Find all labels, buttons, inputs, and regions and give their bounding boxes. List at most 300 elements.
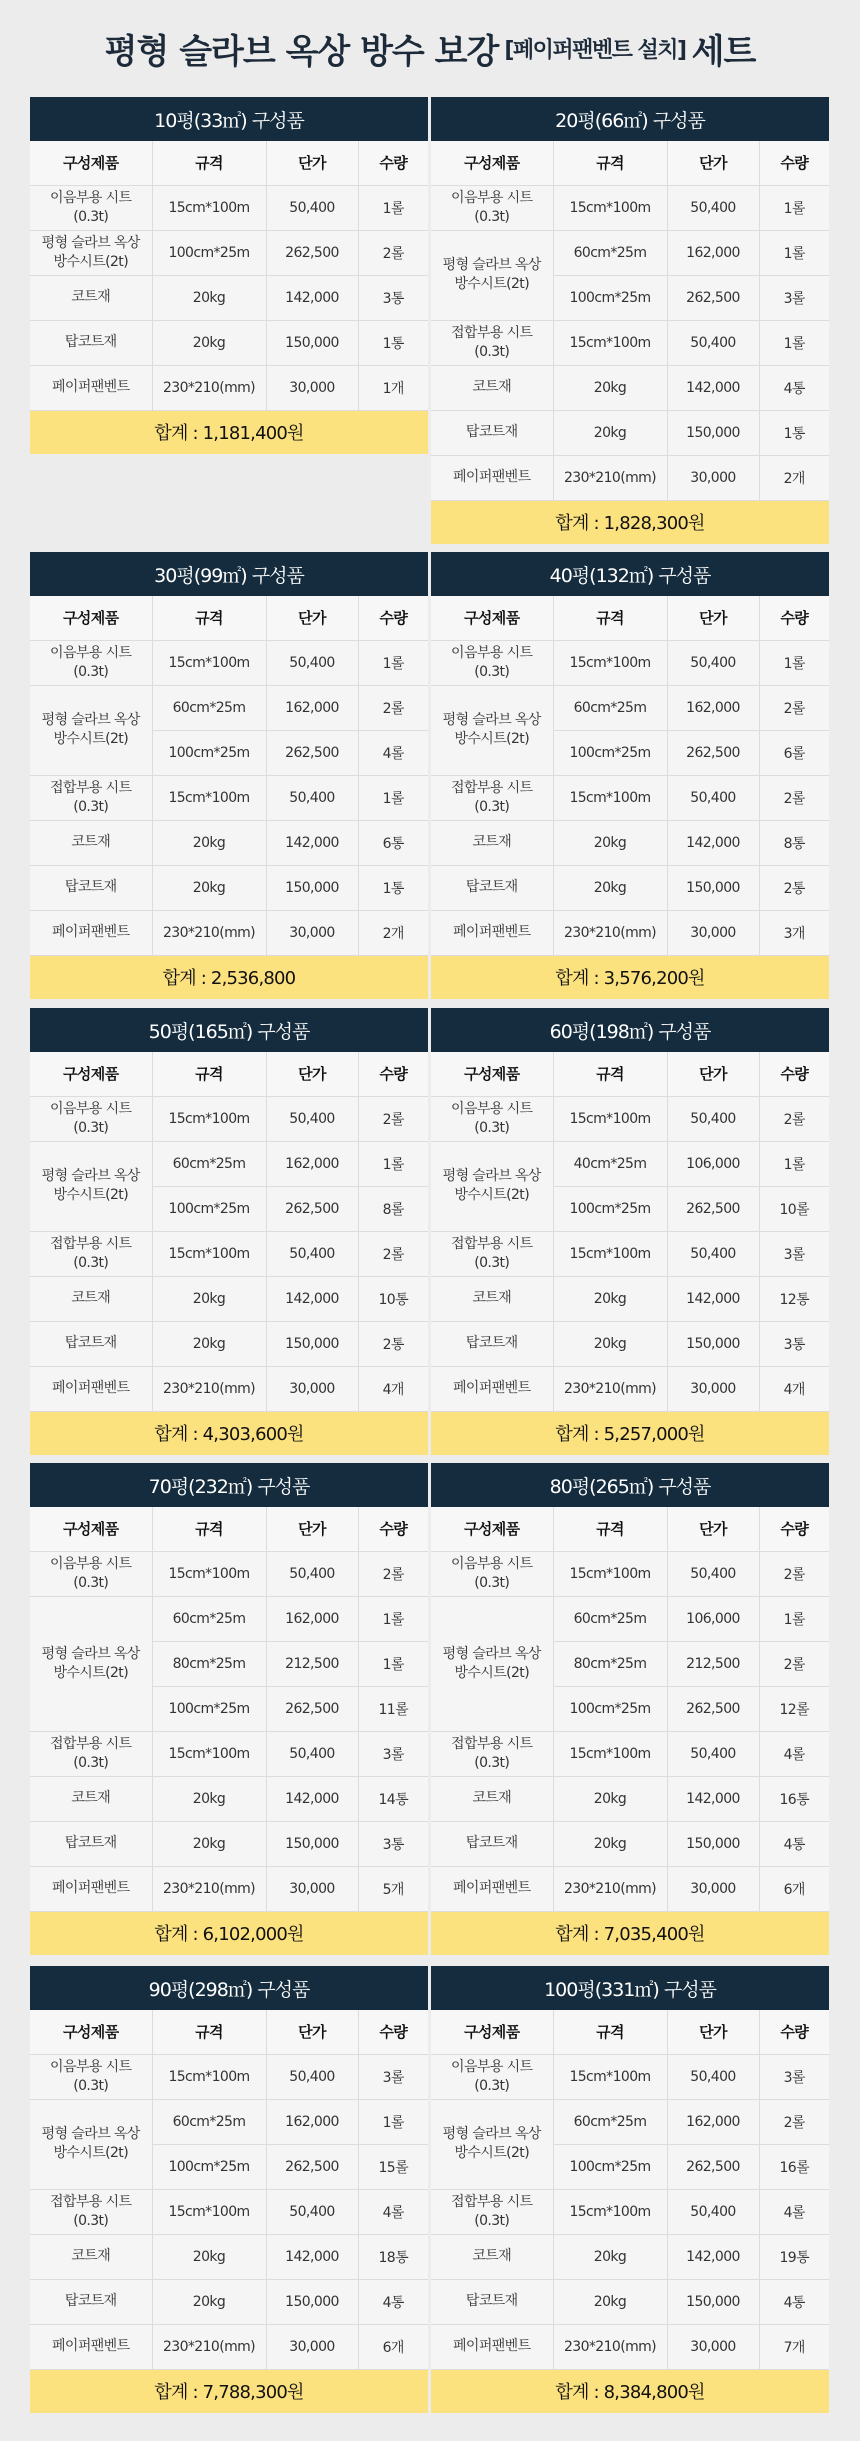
title-end: 세트	[691, 31, 756, 72]
price-cell: 50,400	[266, 1551, 358, 1596]
spec-cell: 20kg	[152, 1321, 266, 1366]
table-row	[431, 1731, 829, 1776]
column-header: 수량	[358, 1052, 428, 1096]
spec-cell: 100cm*25m	[152, 1186, 266, 1231]
qty-cell: 3롤	[358, 2054, 428, 2099]
column-header: 구성제품	[431, 1052, 553, 1096]
spec-cell: 100cm*25m	[152, 730, 266, 775]
qty-cell: 1롤	[358, 2099, 428, 2144]
price-cell: 50,400	[266, 1096, 358, 1141]
price-cell: 150,000	[667, 2279, 759, 2324]
product-name-cell: 이음부용 시트(0.3t)	[431, 1096, 553, 1141]
spec-cell: 20kg	[152, 1821, 266, 1866]
qty-cell: 4통	[759, 1821, 829, 1866]
table-row	[30, 1551, 428, 1596]
qty-cell: 16통	[759, 1776, 829, 1821]
qty-cell: 3통	[358, 1821, 428, 1866]
qty-cell: 2롤	[358, 1551, 428, 1596]
table-row	[30, 1731, 428, 1776]
spec-cell: 15cm*100m	[152, 2054, 266, 2099]
product-name-cell: 평형 슬라브 옥상 방수시트(2t)	[30, 685, 152, 775]
spec-cell: 230*210(mm)	[152, 910, 266, 955]
qty-cell: 10통	[358, 1276, 428, 1321]
product-name-cell: 평형 슬라브 옥상 방수시트(2t)	[431, 230, 553, 320]
qty-cell: 19통	[759, 2234, 829, 2279]
product-name-cell: 평형 슬라브 옥상 방수시트(2t)	[431, 685, 553, 775]
column-header: 규격	[553, 1052, 667, 1096]
table-row	[30, 2279, 428, 2324]
price-cell: 50,400	[667, 1231, 759, 1276]
qty-cell: 5개	[358, 1866, 428, 1911]
total-bar: 합계 : 7,788,300원	[30, 2370, 428, 2413]
product-name-cell: 탑코트재	[30, 1821, 152, 1866]
table-row	[30, 1596, 428, 1641]
qty-cell: 1롤	[759, 640, 829, 685]
qty-cell: 2롤	[759, 1641, 829, 1686]
product-name-cell: 평형 슬라브 옥상 방수시트(2t)	[30, 1596, 152, 1731]
column-header: 구성제품	[431, 141, 553, 185]
total-bar: 합계 : 5,257,000원	[431, 1412, 829, 1455]
product-name-cell: 평형 슬라브 옥상 방수시트(2t)	[431, 1596, 553, 1731]
product-name-cell: 접합부용 시트(0.3t)	[30, 2189, 152, 2234]
price-cell: 262,500	[667, 2144, 759, 2189]
qty-cell: 2롤	[759, 1096, 829, 1141]
column-header: 수량	[358, 2010, 428, 2054]
product-name-cell: 페이퍼팬벤트	[431, 455, 553, 500]
qty-cell: 1롤	[759, 1141, 829, 1186]
qty-cell: 1롤	[358, 185, 428, 230]
table-row	[431, 2234, 829, 2279]
price-cell: 150,000	[266, 865, 358, 910]
qty-cell: 6개	[759, 1866, 829, 1911]
product-name-cell: 코트재	[431, 365, 553, 410]
spec-cell: 15cm*100m	[152, 1096, 266, 1141]
qty-cell: 1롤	[759, 320, 829, 365]
product-name-cell: 이음부용 시트(0.3t)	[30, 1551, 152, 1596]
table-row	[431, 1276, 829, 1321]
spec-cell: 100cm*25m	[553, 275, 667, 320]
qty-cell: 2롤	[358, 1231, 428, 1276]
spec-cell: 15cm*100m	[553, 1096, 667, 1141]
table-row	[431, 410, 829, 455]
price-cell: 50,400	[266, 2054, 358, 2099]
price-cell: 150,000	[266, 1321, 358, 1366]
price-cell: 50,400	[667, 1096, 759, 1141]
product-name-cell: 평형 슬라브 옥상 방수시트(2t)	[431, 1141, 553, 1231]
table-row	[431, 2324, 829, 2369]
qty-cell: 2개	[358, 910, 428, 955]
spec-cell: 15cm*100m	[553, 185, 667, 230]
price-cell: 30,000	[266, 1366, 358, 1411]
price-cell: 162,000	[667, 230, 759, 275]
column-header: 수량	[759, 596, 829, 640]
table-row	[30, 1096, 428, 1141]
price-cell: 262,500	[667, 730, 759, 775]
qty-cell: 8롤	[358, 1186, 428, 1231]
product-name-cell: 페이퍼팬벤트	[431, 1366, 553, 1411]
table-header-row	[30, 141, 428, 185]
spec-cell: 15cm*100m	[553, 1731, 667, 1776]
table-row	[30, 1321, 428, 1366]
total-bar: 합계 : 6,102,000원	[30, 1912, 428, 1955]
qty-cell: 1롤	[358, 640, 428, 685]
qty-cell: 6개	[358, 2324, 428, 2369]
table-row	[431, 1776, 829, 1821]
table-row	[30, 865, 428, 910]
total-bar: 합계 : 7,035,400원	[431, 1912, 829, 1955]
product-name-cell: 탑코트재	[431, 865, 553, 910]
qty-cell: 6통	[358, 820, 428, 865]
total-bar: 합계 : 1,181,400원	[30, 411, 428, 454]
table-header-row	[431, 2010, 829, 2054]
price-cell: 142,000	[266, 820, 358, 865]
components-table	[30, 141, 428, 411]
title-main: 평형 슬라브 옥상 방수 보강	[104, 31, 499, 72]
column-header: 규격	[152, 1052, 266, 1096]
spec-cell: 100cm*25m	[152, 2144, 266, 2189]
spec-cell: 20kg	[152, 2234, 266, 2279]
qty-cell: 1롤	[358, 1141, 428, 1186]
column-header: 단가	[667, 596, 759, 640]
set-card	[431, 1008, 829, 1455]
product-name-cell: 페이퍼팬벤트	[431, 910, 553, 955]
price-cell: 142,000	[667, 820, 759, 865]
spec-cell: 15cm*100m	[152, 640, 266, 685]
product-name-cell: 코트재	[30, 1276, 152, 1321]
table-row	[30, 185, 428, 230]
spec-cell: 20kg	[553, 1776, 667, 1821]
spec-cell: 20kg	[553, 1821, 667, 1866]
column-header: 규격	[553, 1507, 667, 1551]
column-header: 규격	[152, 1507, 266, 1551]
price-cell: 262,500	[667, 275, 759, 320]
column-header: 규격	[553, 596, 667, 640]
qty-cell: 1통	[759, 410, 829, 455]
table-row	[30, 365, 428, 410]
price-cell: 142,000	[667, 2234, 759, 2279]
qty-cell: 3롤	[759, 275, 829, 320]
price-cell: 50,400	[266, 2189, 358, 2234]
table-row	[30, 230, 428, 275]
spec-cell: 40cm*25m	[553, 1141, 667, 1186]
qty-cell: 1통	[358, 865, 428, 910]
page-title	[0, 0, 860, 96]
table-row	[431, 230, 829, 275]
spec-cell: 20kg	[152, 820, 266, 865]
price-cell: 30,000	[667, 1366, 759, 1411]
spec-cell: 20kg	[553, 365, 667, 410]
components-table	[431, 1507, 829, 1912]
qty-cell: 1롤	[759, 185, 829, 230]
product-name-cell: 코트재	[30, 820, 152, 865]
qty-cell: 16롤	[759, 2144, 829, 2189]
spec-cell: 20kg	[553, 410, 667, 455]
product-name-cell: 접합부용 시트(0.3t)	[30, 775, 152, 820]
column-header: 구성제품	[30, 141, 152, 185]
spec-cell: 20kg	[553, 865, 667, 910]
table-row	[30, 2054, 428, 2099]
spec-cell: 100cm*25m	[553, 730, 667, 775]
price-cell: 30,000	[667, 910, 759, 955]
price-cell: 50,400	[266, 1731, 358, 1776]
qty-cell: 4통	[358, 2279, 428, 2324]
product-name-cell: 코트재	[431, 820, 553, 865]
table-header-row	[431, 1507, 829, 1551]
table-row	[30, 1776, 428, 1821]
product-name-cell: 접합부용 시트(0.3t)	[30, 1731, 152, 1776]
price-cell: 50,400	[667, 640, 759, 685]
product-name-cell: 페이퍼팬벤트	[431, 1866, 553, 1911]
price-cell: 142,000	[667, 1776, 759, 1821]
table-row	[30, 1366, 428, 1411]
table-header-row	[431, 141, 829, 185]
set-header: 90평(298㎡) 구성품	[30, 1966, 428, 2010]
qty-cell: 3개	[759, 910, 829, 955]
product-name-cell: 페이퍼팬벤트	[30, 1366, 152, 1411]
price-cell: 50,400	[667, 320, 759, 365]
price-cell: 50,400	[266, 185, 358, 230]
price-cell: 30,000	[667, 2324, 759, 2369]
column-header: 단가	[266, 2010, 358, 2054]
column-header: 수량	[759, 141, 829, 185]
product-name-cell: 이음부용 시트(0.3t)	[431, 640, 553, 685]
column-header: 구성제품	[30, 1507, 152, 1551]
price-cell: 162,000	[266, 1596, 358, 1641]
qty-cell: 14통	[358, 1776, 428, 1821]
table-row	[431, 820, 829, 865]
table-row	[431, 1321, 829, 1366]
product-name-cell: 코트재	[431, 2234, 553, 2279]
table-row	[30, 2189, 428, 2234]
spec-cell: 15cm*100m	[152, 1731, 266, 1776]
qty-cell: 4통	[759, 365, 829, 410]
column-header: 단가	[667, 1052, 759, 1096]
price-cell: 262,500	[266, 2144, 358, 2189]
spec-cell: 60cm*25m	[553, 1596, 667, 1641]
price-cell: 162,000	[266, 1141, 358, 1186]
table-row	[431, 640, 829, 685]
spec-cell: 15cm*100m	[152, 1231, 266, 1276]
qty-cell: 2통	[358, 1321, 428, 1366]
spec-cell: 15cm*100m	[553, 2189, 667, 2234]
components-table	[30, 1052, 428, 1412]
product-name-cell: 접합부용 시트(0.3t)	[431, 320, 553, 365]
product-name-cell: 탑코트재	[30, 1321, 152, 1366]
spec-cell: 20kg	[152, 2279, 266, 2324]
set-card	[431, 97, 829, 544]
column-header: 규격	[553, 141, 667, 185]
product-name-cell: 접합부용 시트(0.3t)	[431, 2189, 553, 2234]
product-name-cell: 평형 슬라브 옥상 방수시트(2t)	[30, 1141, 152, 1231]
qty-cell: 1개	[358, 365, 428, 410]
table-row	[431, 1231, 829, 1276]
spec-cell: 20kg	[152, 1276, 266, 1321]
spec-cell: 20kg	[553, 1321, 667, 1366]
table-row	[30, 1866, 428, 1911]
spec-cell: 80cm*25m	[553, 1641, 667, 1686]
qty-cell: 4개	[759, 1366, 829, 1411]
price-cell: 150,000	[266, 320, 358, 365]
table-row	[30, 2324, 428, 2369]
product-name-cell: 코트재	[431, 1276, 553, 1321]
price-cell: 162,000	[266, 685, 358, 730]
spec-cell: 15cm*100m	[553, 1551, 667, 1596]
table-row	[431, 2099, 829, 2144]
spec-cell: 20kg	[553, 1276, 667, 1321]
product-name-cell: 탑코트재	[30, 320, 152, 365]
product-name-cell: 페이퍼팬벤트	[30, 1866, 152, 1911]
price-cell: 30,000	[266, 1866, 358, 1911]
spec-cell: 230*210(mm)	[553, 910, 667, 955]
set-header: 50평(165㎡) 구성품	[30, 1008, 428, 1052]
set-header: 30평(99㎡) 구성품	[30, 552, 428, 596]
set-header: 100평(331㎡) 구성품	[431, 1966, 829, 2010]
price-cell: 30,000	[667, 1866, 759, 1911]
qty-cell: 4통	[759, 2279, 829, 2324]
price-cell: 162,000	[266, 2099, 358, 2144]
product-name-cell: 코트재	[30, 1776, 152, 1821]
qty-cell: 3통	[759, 1321, 829, 1366]
qty-cell: 1롤	[358, 775, 428, 820]
table-row	[431, 775, 829, 820]
set-card	[30, 1966, 428, 2413]
qty-cell: 1롤	[358, 1641, 428, 1686]
qty-cell: 11롤	[358, 1686, 428, 1731]
table-row	[431, 910, 829, 955]
qty-cell: 4롤	[358, 730, 428, 775]
price-cell: 50,400	[266, 640, 358, 685]
table-header-row	[30, 1507, 428, 1551]
set-header: 40평(132㎡) 구성품	[431, 552, 829, 596]
qty-cell: 15롤	[358, 2144, 428, 2189]
price-cell: 262,500	[667, 1686, 759, 1731]
table-row	[431, 365, 829, 410]
price-cell: 50,400	[667, 2054, 759, 2099]
spec-cell: 15cm*100m	[152, 775, 266, 820]
table-header-row	[30, 596, 428, 640]
column-header: 수량	[358, 141, 428, 185]
column-header: 단가	[266, 141, 358, 185]
table-row	[431, 320, 829, 365]
set-card	[30, 1008, 428, 1455]
table-header-row	[30, 2010, 428, 2054]
spec-cell: 20kg	[152, 320, 266, 365]
column-header: 규격	[152, 596, 266, 640]
qty-cell: 3롤	[759, 1231, 829, 1276]
column-header: 구성제품	[431, 2010, 553, 2054]
price-cell: 212,500	[266, 1641, 358, 1686]
price-cell: 262,500	[266, 730, 358, 775]
table-header-row	[431, 1052, 829, 1096]
spec-cell: 15cm*100m	[553, 1231, 667, 1276]
total-bar: 합계 : 1,828,300원	[431, 501, 829, 544]
price-cell: 150,000	[667, 1821, 759, 1866]
column-header: 구성제품	[30, 1052, 152, 1096]
table-row	[30, 275, 428, 320]
product-name-cell: 탑코트재	[431, 410, 553, 455]
price-cell: 30,000	[667, 455, 759, 500]
product-name-cell: 페이퍼팬벤트	[30, 910, 152, 955]
components-table	[30, 1507, 428, 1912]
spec-cell: 15cm*100m	[553, 775, 667, 820]
qty-cell: 2롤	[358, 230, 428, 275]
spec-cell: 100cm*25m	[152, 230, 266, 275]
qty-cell: 1롤	[759, 230, 829, 275]
qty-cell: 2롤	[759, 775, 829, 820]
price-cell: 262,500	[667, 1186, 759, 1231]
qty-cell: 6롤	[759, 730, 829, 775]
qty-cell: 3통	[358, 275, 428, 320]
components-table	[431, 2010, 829, 2370]
product-name-cell: 이음부용 시트(0.3t)	[431, 2054, 553, 2099]
spec-cell: 60cm*25m	[553, 2099, 667, 2144]
table-row	[30, 775, 428, 820]
spec-cell: 15cm*100m	[152, 2189, 266, 2234]
table-row	[431, 1551, 829, 1596]
product-name-cell: 평형 슬라브 옥상 방수시트(2t)	[30, 2099, 152, 2189]
total-bar: 합계 : 8,384,800원	[431, 2370, 829, 2413]
set-card	[30, 1463, 428, 1955]
table-row	[30, 910, 428, 955]
spec-cell: 20kg	[553, 2279, 667, 2324]
price-cell: 150,000	[667, 1321, 759, 1366]
price-cell: 150,000	[266, 2279, 358, 2324]
product-name-cell: 이음부용 시트(0.3t)	[30, 185, 152, 230]
column-header: 구성제품	[431, 1507, 553, 1551]
product-name-cell: 접합부용 시트(0.3t)	[431, 775, 553, 820]
column-header: 구성제품	[30, 596, 152, 640]
spec-cell: 60cm*25m	[152, 1596, 266, 1641]
column-header: 단가	[266, 1052, 358, 1096]
spec-cell: 230*210(mm)	[152, 1866, 266, 1911]
spec-cell: 230*210(mm)	[553, 2324, 667, 2369]
spec-cell: 15cm*100m	[152, 185, 266, 230]
spec-cell: 15cm*100m	[553, 320, 667, 365]
column-header: 단가	[266, 1507, 358, 1551]
qty-cell: 2통	[759, 865, 829, 910]
price-cell: 106,000	[667, 1596, 759, 1641]
product-name-cell: 이음부용 시트(0.3t)	[30, 640, 152, 685]
spec-cell: 20kg	[553, 2234, 667, 2279]
price-cell: 50,400	[266, 1231, 358, 1276]
column-header: 단가	[266, 596, 358, 640]
price-cell: 262,500	[266, 1686, 358, 1731]
spec-cell: 230*210(mm)	[152, 2324, 266, 2369]
table-header-row	[30, 1052, 428, 1096]
product-name-cell: 탑코트재	[431, 1821, 553, 1866]
table-row	[431, 1866, 829, 1911]
qty-cell: 2롤	[759, 2099, 829, 2144]
table-row	[431, 185, 829, 230]
table-row	[431, 1141, 829, 1186]
qty-cell: 4롤	[358, 2189, 428, 2234]
column-header: 수량	[358, 1507, 428, 1551]
qty-cell: 2롤	[759, 1551, 829, 1596]
spec-cell: 15cm*100m	[152, 1551, 266, 1596]
qty-cell: 8통	[759, 820, 829, 865]
product-name-cell: 페이퍼팬벤트	[30, 2324, 152, 2369]
set-card	[30, 552, 428, 999]
table-row	[30, 685, 428, 730]
price-cell: 262,500	[266, 230, 358, 275]
column-header: 수량	[358, 596, 428, 640]
table-row	[431, 1366, 829, 1411]
price-cell: 30,000	[266, 910, 358, 955]
table-row	[30, 1141, 428, 1186]
table-row	[30, 820, 428, 865]
spec-cell: 60cm*25m	[152, 2099, 266, 2144]
column-header: 규격	[152, 141, 266, 185]
